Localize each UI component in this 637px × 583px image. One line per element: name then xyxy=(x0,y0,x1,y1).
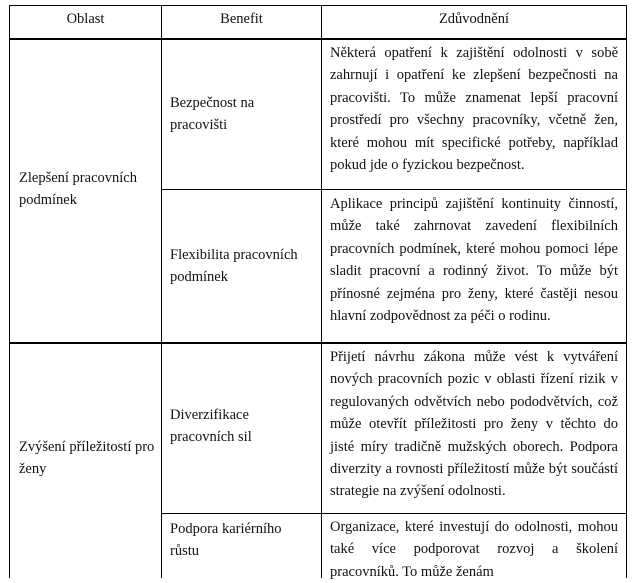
zduvodneni-diverzifikace: Přijetí návrhu zákona může vést k vytváření nových pracovních pozic v oblasti řízení rizik v regulovaných odvětvích nebo pododvětvích, což může otevřít příležitosti pro ženy v těchto do jisté míry tradičně mužských oborech. Podpora diverzity a rovnosti příležitostí může být součástí strategie na zvýšení odolnosti. xyxy=(330,349,618,500)
benefit-flexibilita: Flexibilita pracovních podmínek xyxy=(170,247,298,286)
oblast-zlepseni-podminek: Zlepšení pracovních podmínek xyxy=(19,170,137,209)
benefit-bezpecnost: Bezpečnost na pracovišti xyxy=(170,95,255,134)
benefit-diverzifikace: Diverzifikace pracovních sil xyxy=(170,407,252,446)
oblast-zvyseni-prilezitosti: Zvýšení příležitostí pro ženy xyxy=(19,439,155,478)
table-border-top xyxy=(9,5,627,6)
table-border-right xyxy=(626,5,627,578)
column-divider-1 xyxy=(161,5,162,578)
table-border-left xyxy=(9,5,10,578)
zduvodneni-bezpecnost: Některá opatření k zajištění odolnosti v sobě zahrnují i opatření ke zlepšení bezpečnosti na pracovišti. To může znamenat lepší pracovní prostředí pro všechny pracovníky, včetně žen, které mohou mít specifické potřeby, například pokud jde o fyzickou bezpečnost. xyxy=(330,45,618,174)
column-divider-2 xyxy=(321,5,322,578)
header-zduvodneni: Zdůvodnění xyxy=(438,11,510,27)
subrow-divider-2 xyxy=(161,513,627,514)
subrow-divider-1 xyxy=(161,189,627,190)
section-divider xyxy=(9,342,627,344)
zduvodneni-flexibilita: Aplikace principů zajištění kontinuity činností, může také zahrnovat zavedení flexibilních pracovních podmínek, které mohou pomoci lépe sladit pracovní a rodinný život. To může být přínosné zejména pro ženy, které častěji nesou hlavní zodpovědnost za péči o rodinu. xyxy=(330,196,618,325)
header-benefit: Benefit xyxy=(220,11,263,27)
benefit-kariera: Podpora kariérního růstu xyxy=(170,521,282,560)
header-oblast: Oblast xyxy=(66,11,105,27)
header-divider xyxy=(9,38,627,40)
zduvodneni-kariera: Organizace, které investují do odolnosti, mohou také více podporovat rozvoj a školení pracovníků. To může ženám xyxy=(330,519,618,580)
